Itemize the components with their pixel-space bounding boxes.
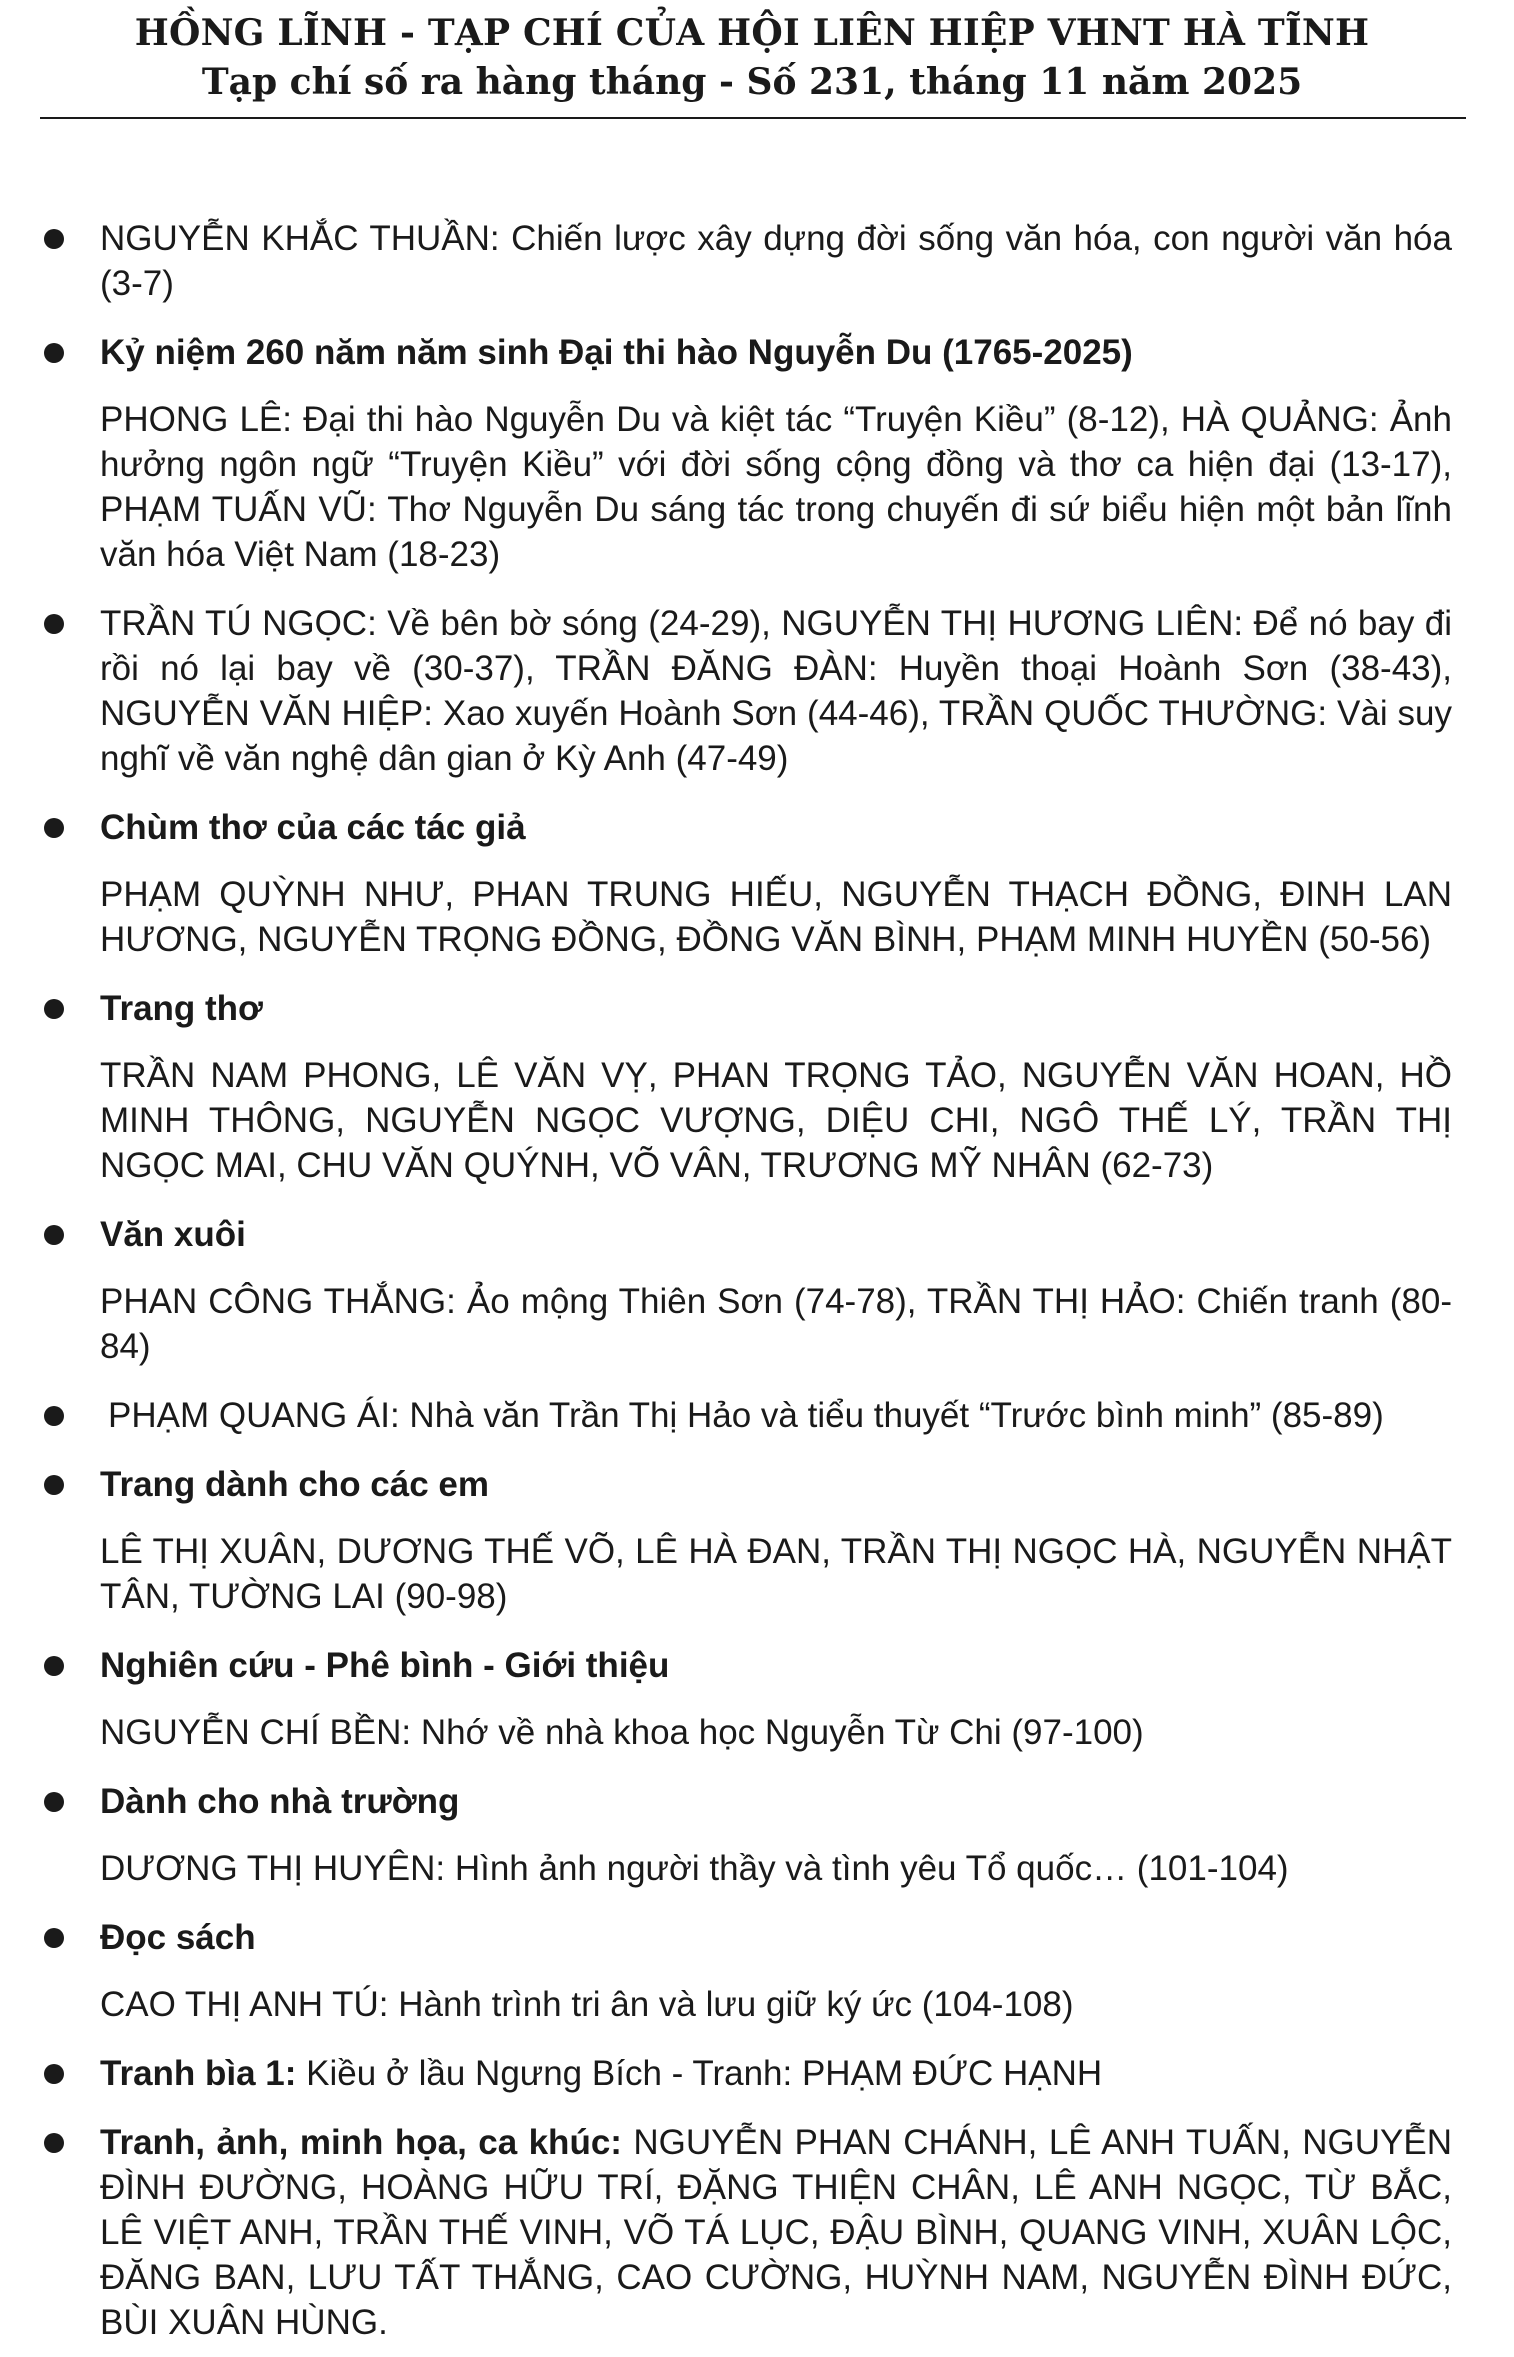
section-body: PHONG LÊ: Đại thi hào Nguyễn Du và kiệt tác “Truyện Kiều” (8-12), HÀ QUẢNG: Ảnh hưởng ngôn ngữ “Truyện Kiều” với đời sống cộng đồng và thơ ca hiện đại (13-17), PHẠM TUẤN VŨ: Thơ Nguyễn Du sáng tác trong chuyến đi sứ biểu hiện một bản lĩnh văn hóa Việt Nam (18-23) (100, 400, 1452, 574)
bullet-icon (44, 1928, 64, 1948)
illustration-credits: NGUYỄN PHAN CHÁNH, LÊ ANH TUẤN, NGUYỄN ĐÌNH ĐƯỜNG, HOÀNG HỮU TRÍ, ĐẶNG THIỆN CHÂN, LÊ ANH NGỌC, TỪ BẮC, LÊ VIỆT ANH, TRẦN THẾ VINH, VÕ TÁ LỤC, ĐẬU BÌNH, QUANG VINH, XUÂN LỘC, ĐĂNG BAN, LƯU TẤT THẮNG, CAO CƯỜNG, HUỲNH NAM, NGUYỄN ĐÌNH ĐỨC, BÙI XUÂN HÙNG. (100, 2123, 1453, 2342)
toc-section (40, 1779, 1452, 1891)
bullet-icon (44, 1656, 64, 1676)
toc-entry-text: PHẠM QUANG ÁI: Nhà văn Trần Thị Hảo và tiểu thuyết “Trước bình minh” (85-89) (108, 1396, 1384, 1435)
section-body: NGUYỄN CHÍ BỀN: Nhớ về nhà khoa học Nguyễn Từ Chi (97-100) (100, 1713, 1144, 1752)
section-heading: Đọc sách (100, 1918, 256, 1957)
section-heading: Dành cho nhà trường (100, 1782, 460, 1821)
toc-section (40, 1212, 1452, 1369)
bullet-icon (44, 1792, 64, 1812)
table-of-contents (40, 216, 1452, 2345)
section-heading: Chùm thơ của các tác giả (100, 808, 526, 847)
section-body: DƯƠNG THỊ HUYÊN: Hình ảnh người thầy và tình yêu Tổ quốc… (101-104) (100, 1849, 1289, 1888)
cover-credit: Kiều ở lầu Ngưng Bích - Tranh: PHẠM ĐỨC HẠNH (296, 2054, 1103, 2093)
bullet-icon (44, 229, 64, 249)
bullet-icon (44, 818, 64, 838)
section-body: PHẠM QUỲNH NHƯ, PHAN TRUNG HIẾU, NGUYỄN THẠCH ĐỒNG, ĐINH LAN HƯƠNG, NGUYỄN TRỌNG ĐỒNG, ĐỒNG VĂN BÌNH, PHẠM MINH HUYỀN (50-56) (100, 875, 1452, 959)
toc-item (40, 601, 1452, 781)
section-heading: Trang thơ (100, 989, 263, 1028)
bullet-icon (44, 2064, 64, 2084)
toc-item (40, 216, 1452, 306)
bullet-icon (44, 1406, 64, 1426)
toc-entry-text: TRẦN TÚ NGỌC: Về bên bờ sóng (24-29), NGUYỄN THỊ HƯƠNG LIÊN: Để nó bay đi rồi nó lại bay về (30-37), TRẦN ĐĂNG ĐÀN: Huyền thoại Hoành Sơn (38-43), NGUYỄN VĂN HIỆP: Xao xuyến Hoành Sơn (44-46), TRẦN QUỐC THƯỜNG: Vài suy nghĩ về văn nghệ dân gian ở Kỳ Anh (47-49) (100, 604, 1452, 778)
toc-item (40, 1393, 1452, 1438)
section-body: CAO THỊ ANH TÚ: Hành trình tri ân và lưu giữ ký ức (104-108) (100, 1985, 1074, 2024)
bullet-icon (44, 1475, 64, 1495)
toc-section (40, 1643, 1452, 1755)
bullet-icon (44, 343, 64, 363)
illustration-label: Tranh, ảnh, minh họa, ca khúc: (100, 2123, 622, 2162)
toc-section (40, 1462, 1452, 1619)
section-heading: Văn xuôi (100, 1215, 246, 1254)
section-heading: Trang dành cho các em (100, 1465, 489, 1504)
cover-label: Tranh bìa 1: (100, 2054, 297, 2093)
toc-entry-text (100, 2051, 1452, 2096)
header-divider (40, 117, 1466, 119)
toc-entry-text: NGUYỄN KHẮC THUẦN: Chiến lược xây dựng đời sống văn hóa, con người văn hóa (3-7) (100, 219, 1452, 303)
section-body: LÊ THỊ XUÂN, DƯƠNG THẾ VÕ, LÊ HÀ ĐAN, TRẦN THỊ NGỌC HÀ, NGUYỄN NHẬT TÂN, TƯỜNG LAI (90-98) (100, 1532, 1452, 1616)
section-heading: Nghiên cứu - Phê bình - Giới thiệu (100, 1646, 670, 1685)
bullet-icon (44, 999, 64, 1019)
toc-item (40, 2120, 1452, 2345)
masthead (40, 8, 1464, 106)
section-body: PHAN CÔNG THẮNG: Ảo mộng Thiên Sơn (74-78), TRẦN THỊ HẢO: Chiến tranh (80-84) (100, 1282, 1452, 1366)
bullet-icon (44, 614, 64, 634)
toc-section (40, 330, 1452, 577)
toc-section (40, 805, 1452, 962)
toc-item (40, 2051, 1452, 2096)
bullet-icon (44, 1225, 64, 1245)
toc-entry-text (100, 2120, 1452, 2345)
toc-section (40, 986, 1452, 1188)
section-body: TRẦN NAM PHONG, LÊ VĂN VỴ, PHAN TRỌNG TẢO, NGUYỄN VĂN HOAN, HỒ MINH THÔNG, NGUYỄN NGỌC VƯỢNG, DIỆU CHI, NGÔ THẾ LÝ, TRẦN THỊ NGỌC MAI, CHU VĂN QUÝNH, VÕ VÂN, TRƯƠNG MỸ NHÂN (62-73) (100, 1056, 1452, 1185)
section-heading: Kỷ niệm 260 năm năm sinh Đại thi hào Nguyễn Du (1765-2025) (100, 333, 1133, 372)
issue-info: Tạp chí số ra hàng tháng - Số 231, tháng 11 năm 2025 (201, 61, 1303, 103)
toc-section (40, 1915, 1452, 2027)
magazine-title: HỒNG LĨNH - TẠP CHÍ CỦA HỘI LIÊN HIỆP VHNT HÀ TĨNH (134, 12, 1370, 54)
bullet-icon (44, 2133, 64, 2153)
